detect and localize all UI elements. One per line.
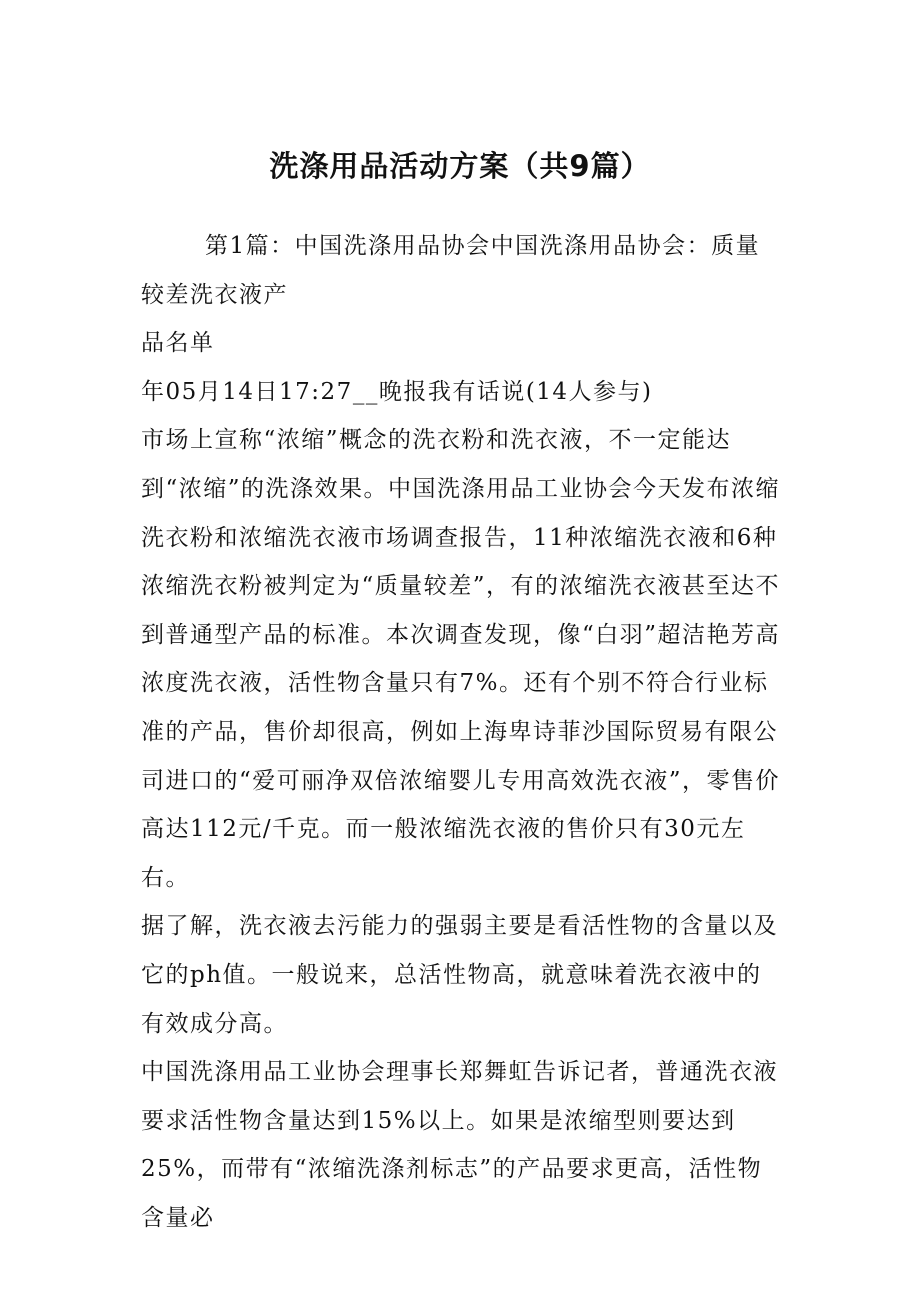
body-paragraph: 市场上宣称“浓缩”概念的洗衣粉和洗衣液，不一定能达到“浓缩”的洗涤效果。中国洗涤用品工业协会今天发布浓缩洗衣粉和浓缩洗衣液市场调查报告，11种浓缩洗衣液和6种浓缩洗衣粉被判定为“质量较差”，有的浓缩洗衣液甚至达不到普通型产品的标准。本次调查发现，像“白羽”超洁艳芳高浓度洗衣液，活性物含量只有7%。还有个别不符合行业标准的产品，售价却很高，例如上海卑诗菲沙国际贸易有限公司进口的“爱可丽净双倍浓缩婴儿专用高效洗衣液”，零售价高达112元/千克。而一般浓缩洗衣液的售价只有30元左右。 (141, 427, 781, 891)
body-paragraph: 据了解，洗衣液去污能力的强弱主要是看活性物的含量以及它的ph值。一般说来，总活性物高，就意味着洗衣液中的有效成分高。 (141, 913, 778, 1037)
document-body (141, 222, 781, 1242)
section-heading: 第1篇：中国洗涤用品协会中国洗涤用品协会：质量较差洗衣液产 (141, 233, 761, 308)
dateline: 年05月14日17:27__晚报我有话说(14人参与) (141, 378, 653, 405)
body-paragraph: 中国洗涤用品工业协会理事长郑舞虹告诉记者，普通洗衣液要求活性物含量达到15%以上。如果是浓缩型则要达到25%，而带有“浓缩洗涤剂标志”的产品要求更高，活性物含量必 (141, 1059, 778, 1231)
document-title: 洗涤用品活动方案（共9篇） (269, 149, 651, 183)
section-heading-continued: 品名单 (141, 330, 215, 357)
